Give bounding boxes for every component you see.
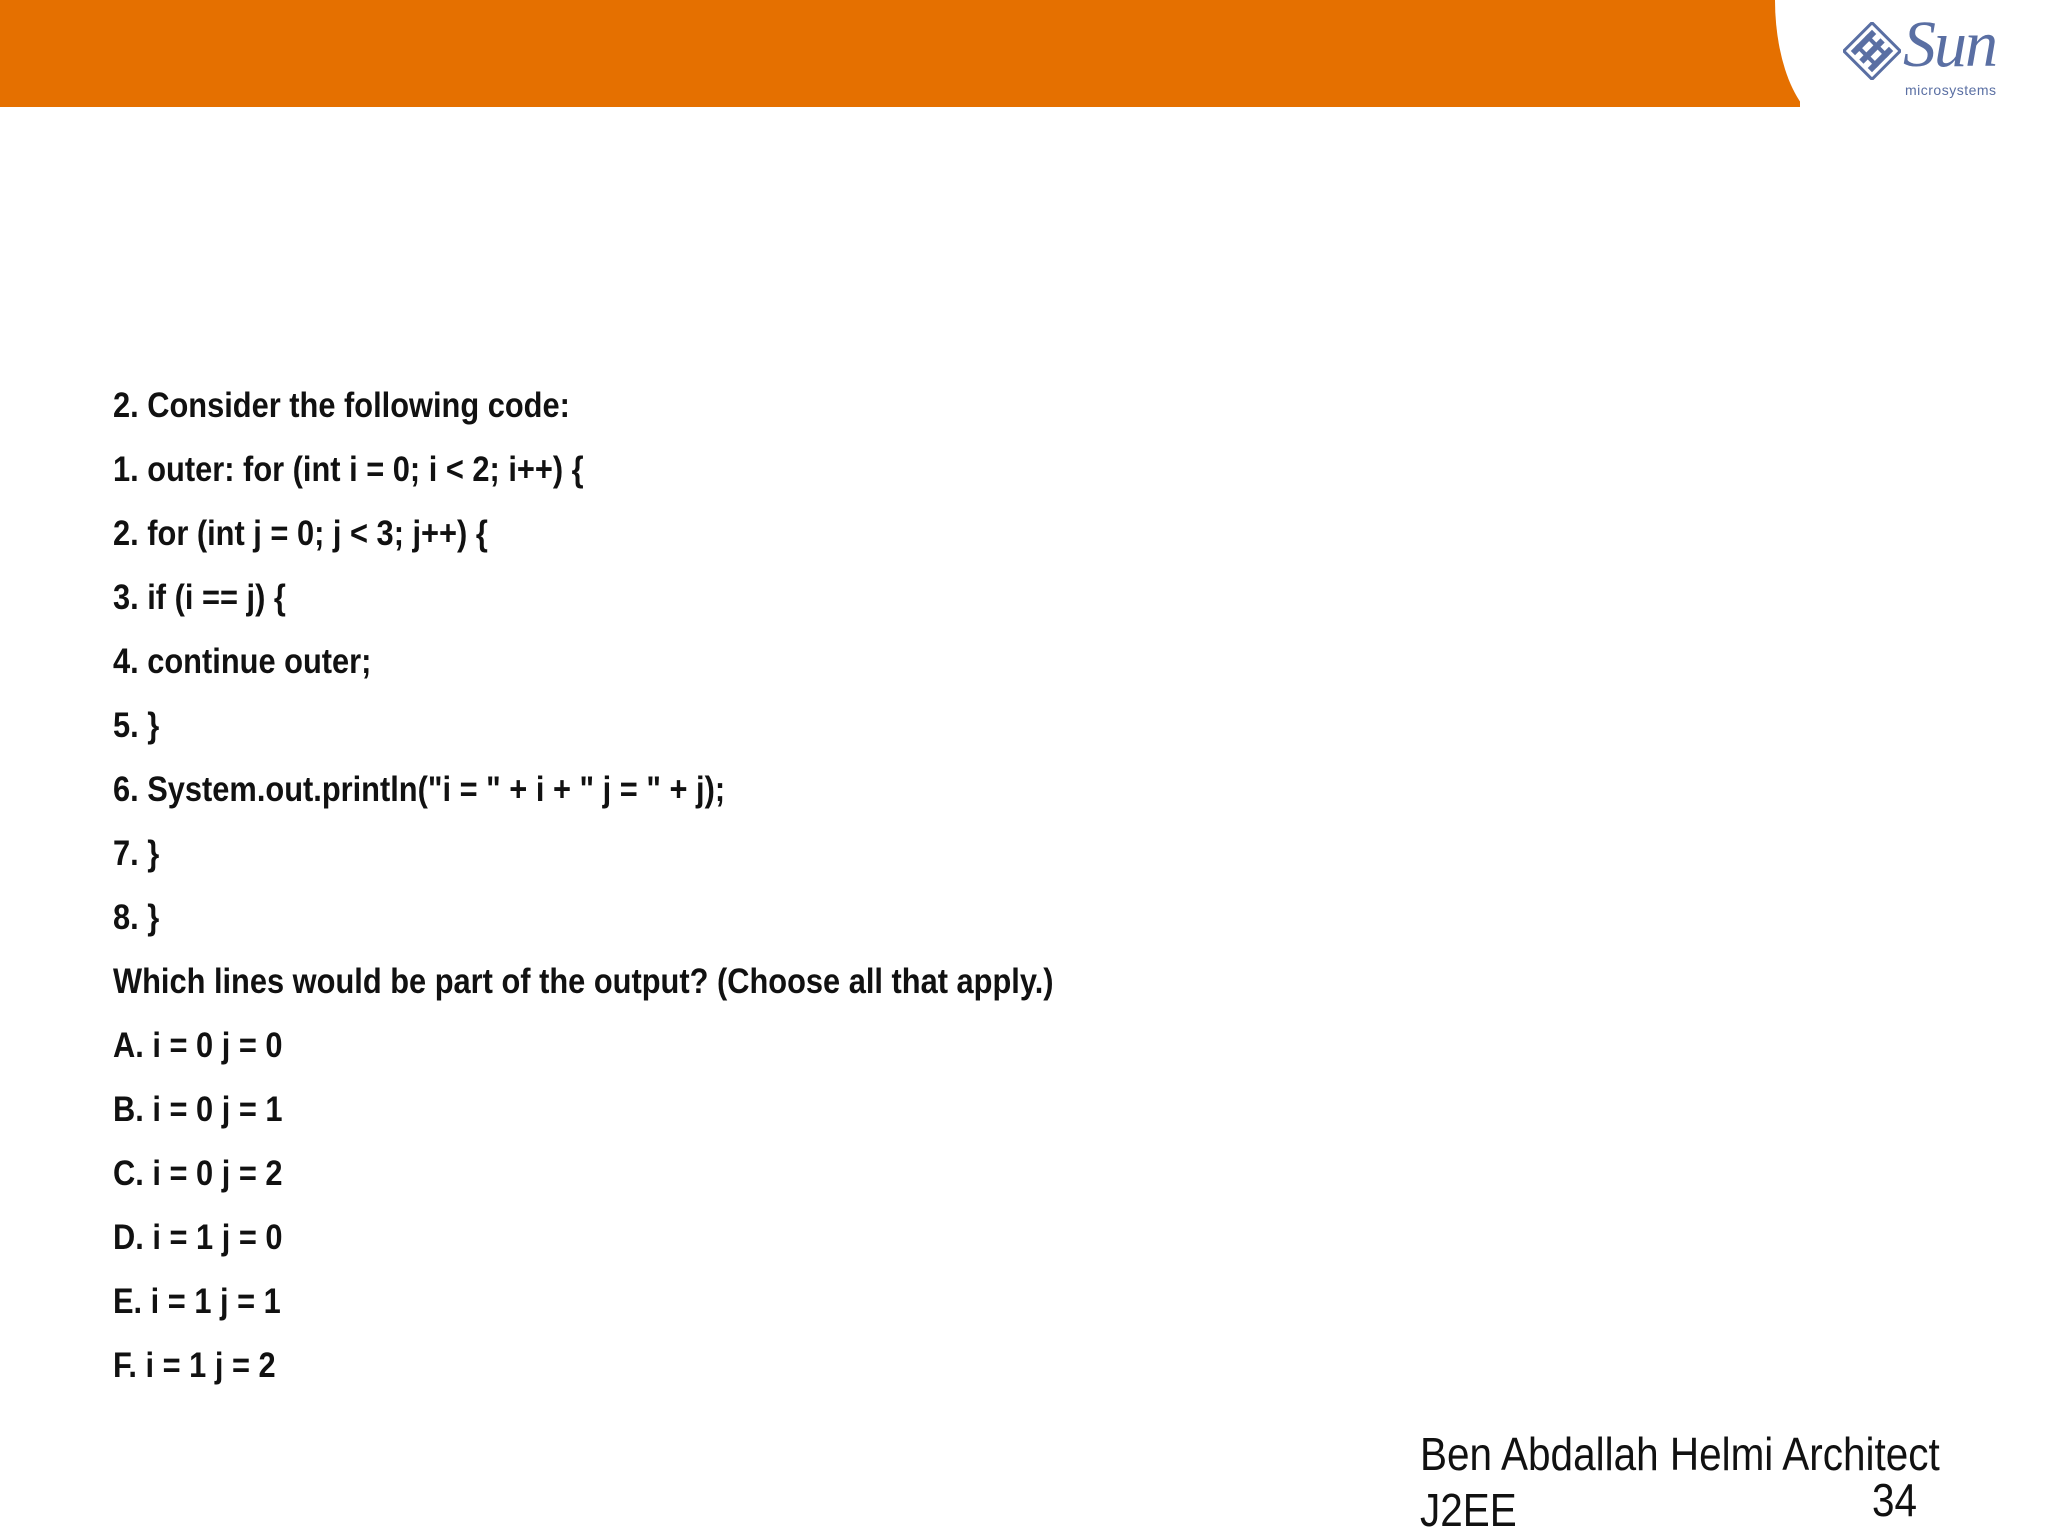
- logo-subtitle: microsystems: [1905, 82, 1997, 98]
- option-f: F. i = 1 j = 2: [113, 1346, 276, 1385]
- question-prompt: Which lines would be part of the output? (Choose all that apply.): [113, 962, 1054, 1001]
- question-heading: 2. Consider the following code:: [113, 386, 570, 425]
- page-number: 34: [1872, 1474, 1918, 1526]
- code-line-1: 1. outer: for (int i = 0; i < 2; i++) {: [113, 450, 584, 489]
- footer-author-line2: J2EE: [1420, 1484, 1517, 1536]
- header-bar: [0, 0, 1800, 107]
- code-line-7: 7. }: [113, 834, 160, 873]
- code-line-3: 3. if (i == j) {: [113, 578, 286, 617]
- footer-author: [1420, 1426, 1948, 1538]
- slide-content: [113, 374, 1613, 1398]
- footer-author-line1: Ben Abdallah Helmi Architect: [1420, 1428, 1940, 1480]
- option-e: E. i = 1 j = 1: [113, 1282, 281, 1321]
- logo-wordmark: Sun: [1903, 8, 1996, 81]
- option-d: D. i = 1 j = 0: [113, 1218, 283, 1257]
- option-c: C. i = 0 j = 2: [113, 1154, 283, 1193]
- code-line-5: 5. }: [113, 706, 160, 745]
- option-b: B. i = 0 j = 1: [113, 1090, 283, 1129]
- sun-logo-icon: [1843, 22, 1901, 80]
- code-line-2: 2. for (int j = 0; j < 3; j++) {: [113, 514, 488, 553]
- option-a: A. i = 0 j = 0: [113, 1026, 283, 1065]
- sun-logo: [1843, 8, 2013, 104]
- code-line-6: 6. System.out.println("i = " + i + " j = " + j);: [113, 770, 726, 809]
- code-line-4: 4. continue outer;: [113, 642, 372, 681]
- code-line-8: 8. }: [113, 898, 160, 937]
